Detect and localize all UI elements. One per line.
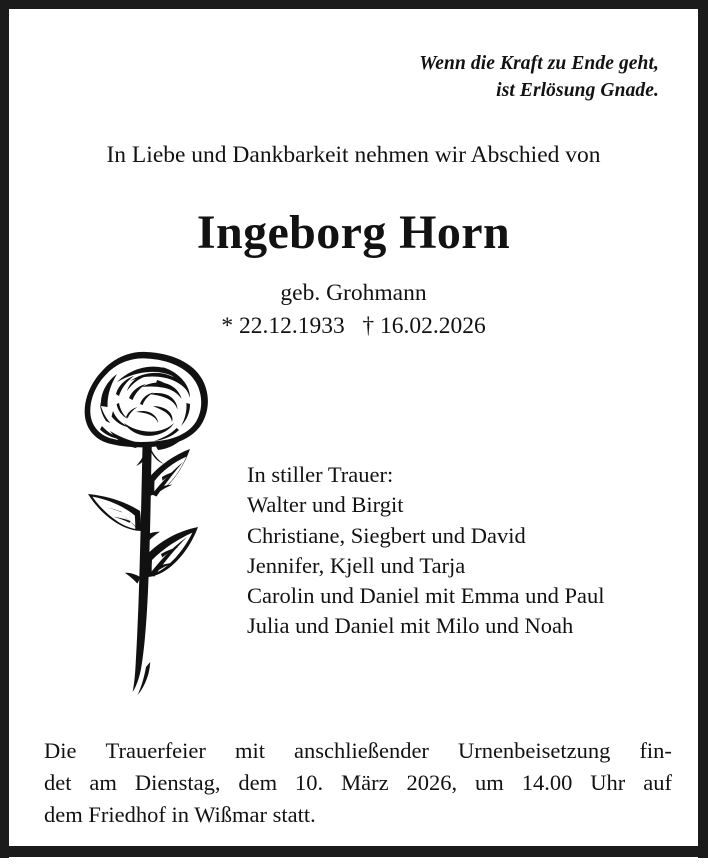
funeral-word: Die	[44, 738, 77, 763]
funeral-word: Urnenbeisetzung	[457, 738, 611, 763]
funeral-word: 2026,	[406, 770, 458, 795]
frame-border-bottom	[0, 846, 708, 857]
maiden-name: geb. Grohmann	[280, 280, 427, 306]
funeral-word: Dienstag,	[134, 770, 221, 795]
mourners-heading: In stiller Trauer:	[247, 462, 394, 487]
epigraph	[219, 50, 659, 104]
deceased-name: Ingeborg Horn	[196, 206, 511, 259]
epigraph-line-1: Wenn die Kraft zu Ende geht,	[419, 53, 659, 74]
funeral-line-1	[44, 735, 672, 767]
funeral-word: fin-	[639, 738, 672, 763]
life-dates: * 22.12.1933 † 16.02.2026	[221, 313, 486, 339]
frame-border-top	[0, 0, 708, 9]
intro-text: In Liebe und Dankbarkeit nehmen wir Abschied von	[106, 142, 601, 168]
notice-sheet	[9, 9, 698, 846]
funeral-word: 14.00	[521, 770, 573, 795]
rose-icon	[56, 349, 231, 704]
funeral-word: März	[341, 770, 389, 795]
epigraph-line-2: ist Erlösung Gnade.	[496, 80, 659, 101]
mourner-line: Christiane, Siegbert und David	[247, 522, 526, 548]
funeral-word: auf	[643, 770, 672, 795]
mourner-line: Julia und Daniel mit Milo und Noah	[247, 613, 574, 639]
funeral-word: 10.	[295, 770, 324, 795]
rose-illustration	[56, 349, 231, 704]
funeral-line-3: dem Friedhof in Wißmar statt.	[44, 802, 316, 827]
frame-border-right	[698, 0, 708, 858]
mourners-block	[247, 460, 687, 642]
funeral-word: Trauerfeier	[105, 738, 206, 763]
funeral-word: am	[89, 770, 117, 795]
mourner-line: Walter und Birgit	[247, 492, 404, 518]
funeral-word: dem	[238, 770, 278, 795]
funeral-word: Uhr	[590, 770, 626, 795]
funeral-word: det	[44, 770, 72, 795]
funeral-word: anschließender	[293, 738, 429, 763]
mourner-line: Jennifer, Kjell und Tarja	[247, 552, 466, 578]
mourner-line: Carolin und Daniel mit Emma und Paul	[247, 583, 605, 609]
funeral-word: um	[475, 770, 504, 795]
frame-border-left	[0, 0, 9, 858]
funeral-line-2	[44, 767, 672, 799]
funeral-details	[44, 735, 672, 831]
funeral-word: mit	[234, 738, 265, 763]
